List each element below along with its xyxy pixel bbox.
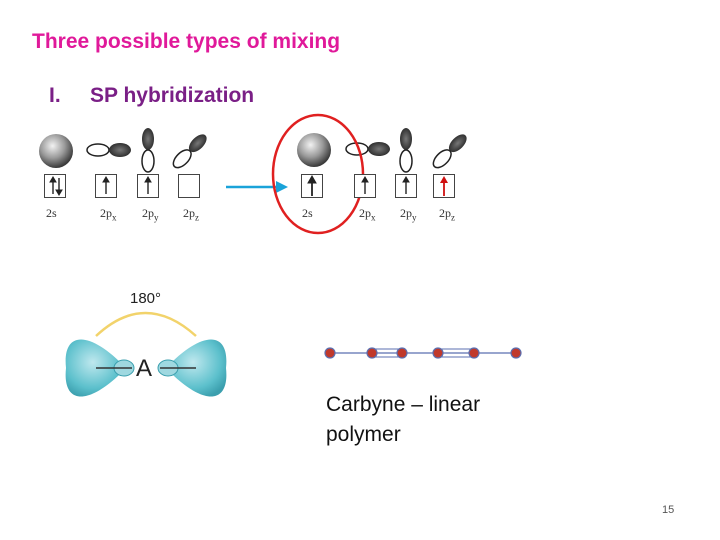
chain-atom — [397, 348, 407, 358]
list-number: I. — [49, 84, 61, 107]
promotion-arrow — [226, 181, 288, 193]
orbital-box-2s — [44, 174, 66, 198]
orbital-box-2py — [137, 174, 159, 198]
chain-atom — [367, 348, 377, 358]
orbital-box-2pz — [178, 174, 200, 198]
pz-orbital-shape — [170, 131, 210, 171]
orbital-box-2px — [95, 174, 117, 198]
chain-atom — [511, 348, 521, 358]
carbyne-chain — [325, 348, 521, 358]
pz-orbital-shape-excited — [430, 131, 470, 171]
chain-atom — [433, 348, 443, 358]
orbital-label-2py-excited: $2p_y$ — [400, 206, 417, 223]
carbyne-caption-line1: Carbyne – linear — [326, 393, 481, 416]
slide-title: Three possible types of mixing — [32, 30, 341, 53]
page-number: 15 — [662, 504, 675, 516]
chain-atom — [325, 348, 335, 358]
orbital-box-2py-excited — [395, 174, 417, 198]
py-orbital-shape — [142, 128, 154, 172]
orbital-box-2px-excited — [354, 174, 376, 198]
chain-atom — [469, 348, 479, 358]
angle-arc — [96, 313, 196, 336]
orbital-box-2pz-excited — [433, 174, 455, 198]
orbital-box-2s-excited — [301, 174, 323, 198]
s-orbital-sphere-excited — [297, 133, 331, 167]
bond-angle-label: 180° — [130, 290, 162, 307]
s-orbital-sphere — [39, 134, 73, 168]
orbital-label-2py: $2p_y$ — [142, 206, 159, 223]
carbyne-caption-line2: polymer — [326, 423, 401, 446]
px-orbital-shape — [87, 143, 131, 157]
section-heading: SP hybridization — [90, 84, 255, 107]
orbital-label-2s: 2s — [46, 206, 57, 220]
carbyne-caption — [326, 390, 556, 450]
orbital-label-2pz: $2p_z$ — [183, 206, 199, 223]
orbital-label-2px-excited: $2p_x$ — [359, 206, 376, 223]
orbital-label-2pz-excited: $2p_z$ — [439, 206, 455, 223]
px-orbital-shape-excited — [346, 142, 390, 156]
orbital-label-2px: $2p_x$ — [100, 206, 117, 223]
orbital-label-2s-excited: 2s — [302, 206, 313, 220]
py-orbital-shape-excited — [400, 128, 412, 172]
central-atom-label: A — [136, 355, 153, 382]
